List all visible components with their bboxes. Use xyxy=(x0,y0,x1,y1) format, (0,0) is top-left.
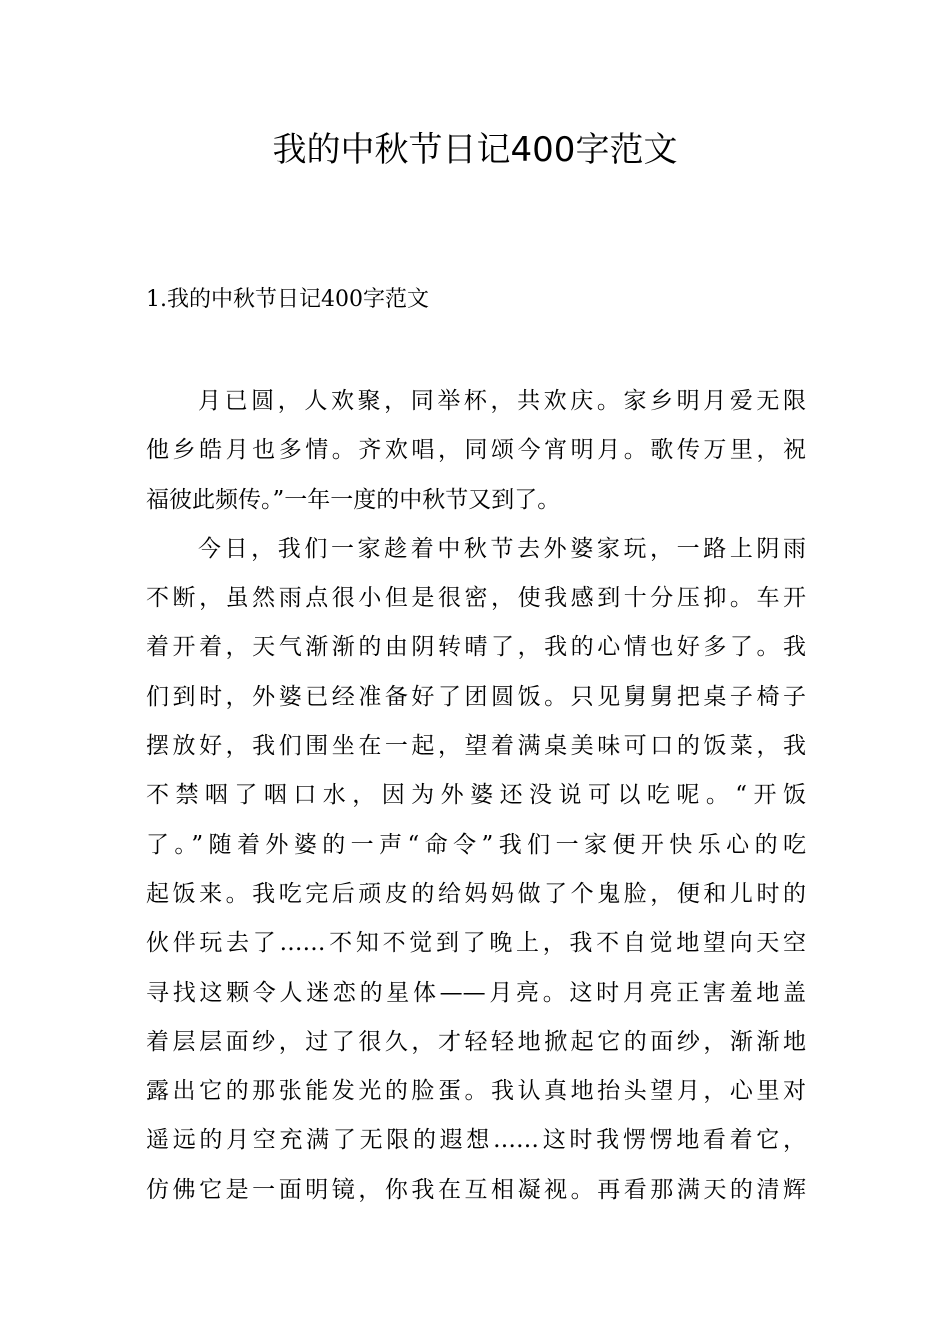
paragraph-2-line-4: 们到时，外婆已经准备好了团圆饭。只见舅舅把桌子椅子 xyxy=(146,683,806,710)
paragraph-2-line-1: 今日，我们一家趁着中秋节去外婆家玩，一路上阴雨 xyxy=(198,535,806,562)
paragraph-2-line-10: 寻找这颗令人迷恋的星体——月亮。这时月亮正害羞地盖 xyxy=(146,979,806,1006)
paragraph-2-line-7: 了。”随着外婆的一声“命令”我们一家便开快乐心的吃 xyxy=(146,831,806,858)
paragraph-1-line-1: 月已圆，人欢聚，同举杯，共欢庆。家乡明月爱无限 xyxy=(198,388,806,414)
paragraph-2-line-3: 着开着，天气渐渐的由阴转晴了，我的心情也好多了。我 xyxy=(146,634,806,661)
paragraph-2-line-6: 不禁咽了咽口水，因为外婆还没说可以吃呢。“开饭 xyxy=(146,782,806,809)
paragraph-2-line-13: 遥远的月空充满了无限的遐想……这时我愣愣地看着它， xyxy=(146,1127,806,1154)
paragraph-1-line-3: 福彼此频传。”一年一度的中秋节又到了。 xyxy=(146,486,561,513)
paragraph-2-line-9: 伙伴玩去了……不知不觉到了晚上，我不自觉地望向天空 xyxy=(146,930,806,957)
document-body xyxy=(146,377,806,1215)
paragraph-2-line-2: 不断，虽然雨点很小但是很密，使我感到十分压抑。车开 xyxy=(146,585,806,612)
section-heading: 1.我的中秋节日记400字范文 xyxy=(146,287,429,312)
paragraph-2-line-8: 起饭来。我吃完后顽皮的给妈妈做了个鬼脸，便和儿时的 xyxy=(146,880,806,907)
paragraph-2-line-14: 仿佛它是一面明镜，你我在互相凝视。再看那满天的清辉 xyxy=(146,1176,806,1203)
paragraph-2-line-11: 着层层面纱，过了很久，才轻轻地掀起它的面纱，渐渐地 xyxy=(146,1028,806,1055)
paragraph-2-line-12: 露出它的那张能发光的脸蛋。我认真地抬头望月，心里对 xyxy=(146,1078,806,1105)
document-title: 我的中秋节日记400字范文 xyxy=(272,130,678,170)
paragraph-2-line-5: 摆放好，我们围坐在一起，望着满桌美味可口的饭菜，我 xyxy=(146,733,806,760)
paragraph-1-line-2: 他乡皓月也多情。齐欢唱，同颂今宵明月。歌传万里，祝 xyxy=(146,437,806,464)
